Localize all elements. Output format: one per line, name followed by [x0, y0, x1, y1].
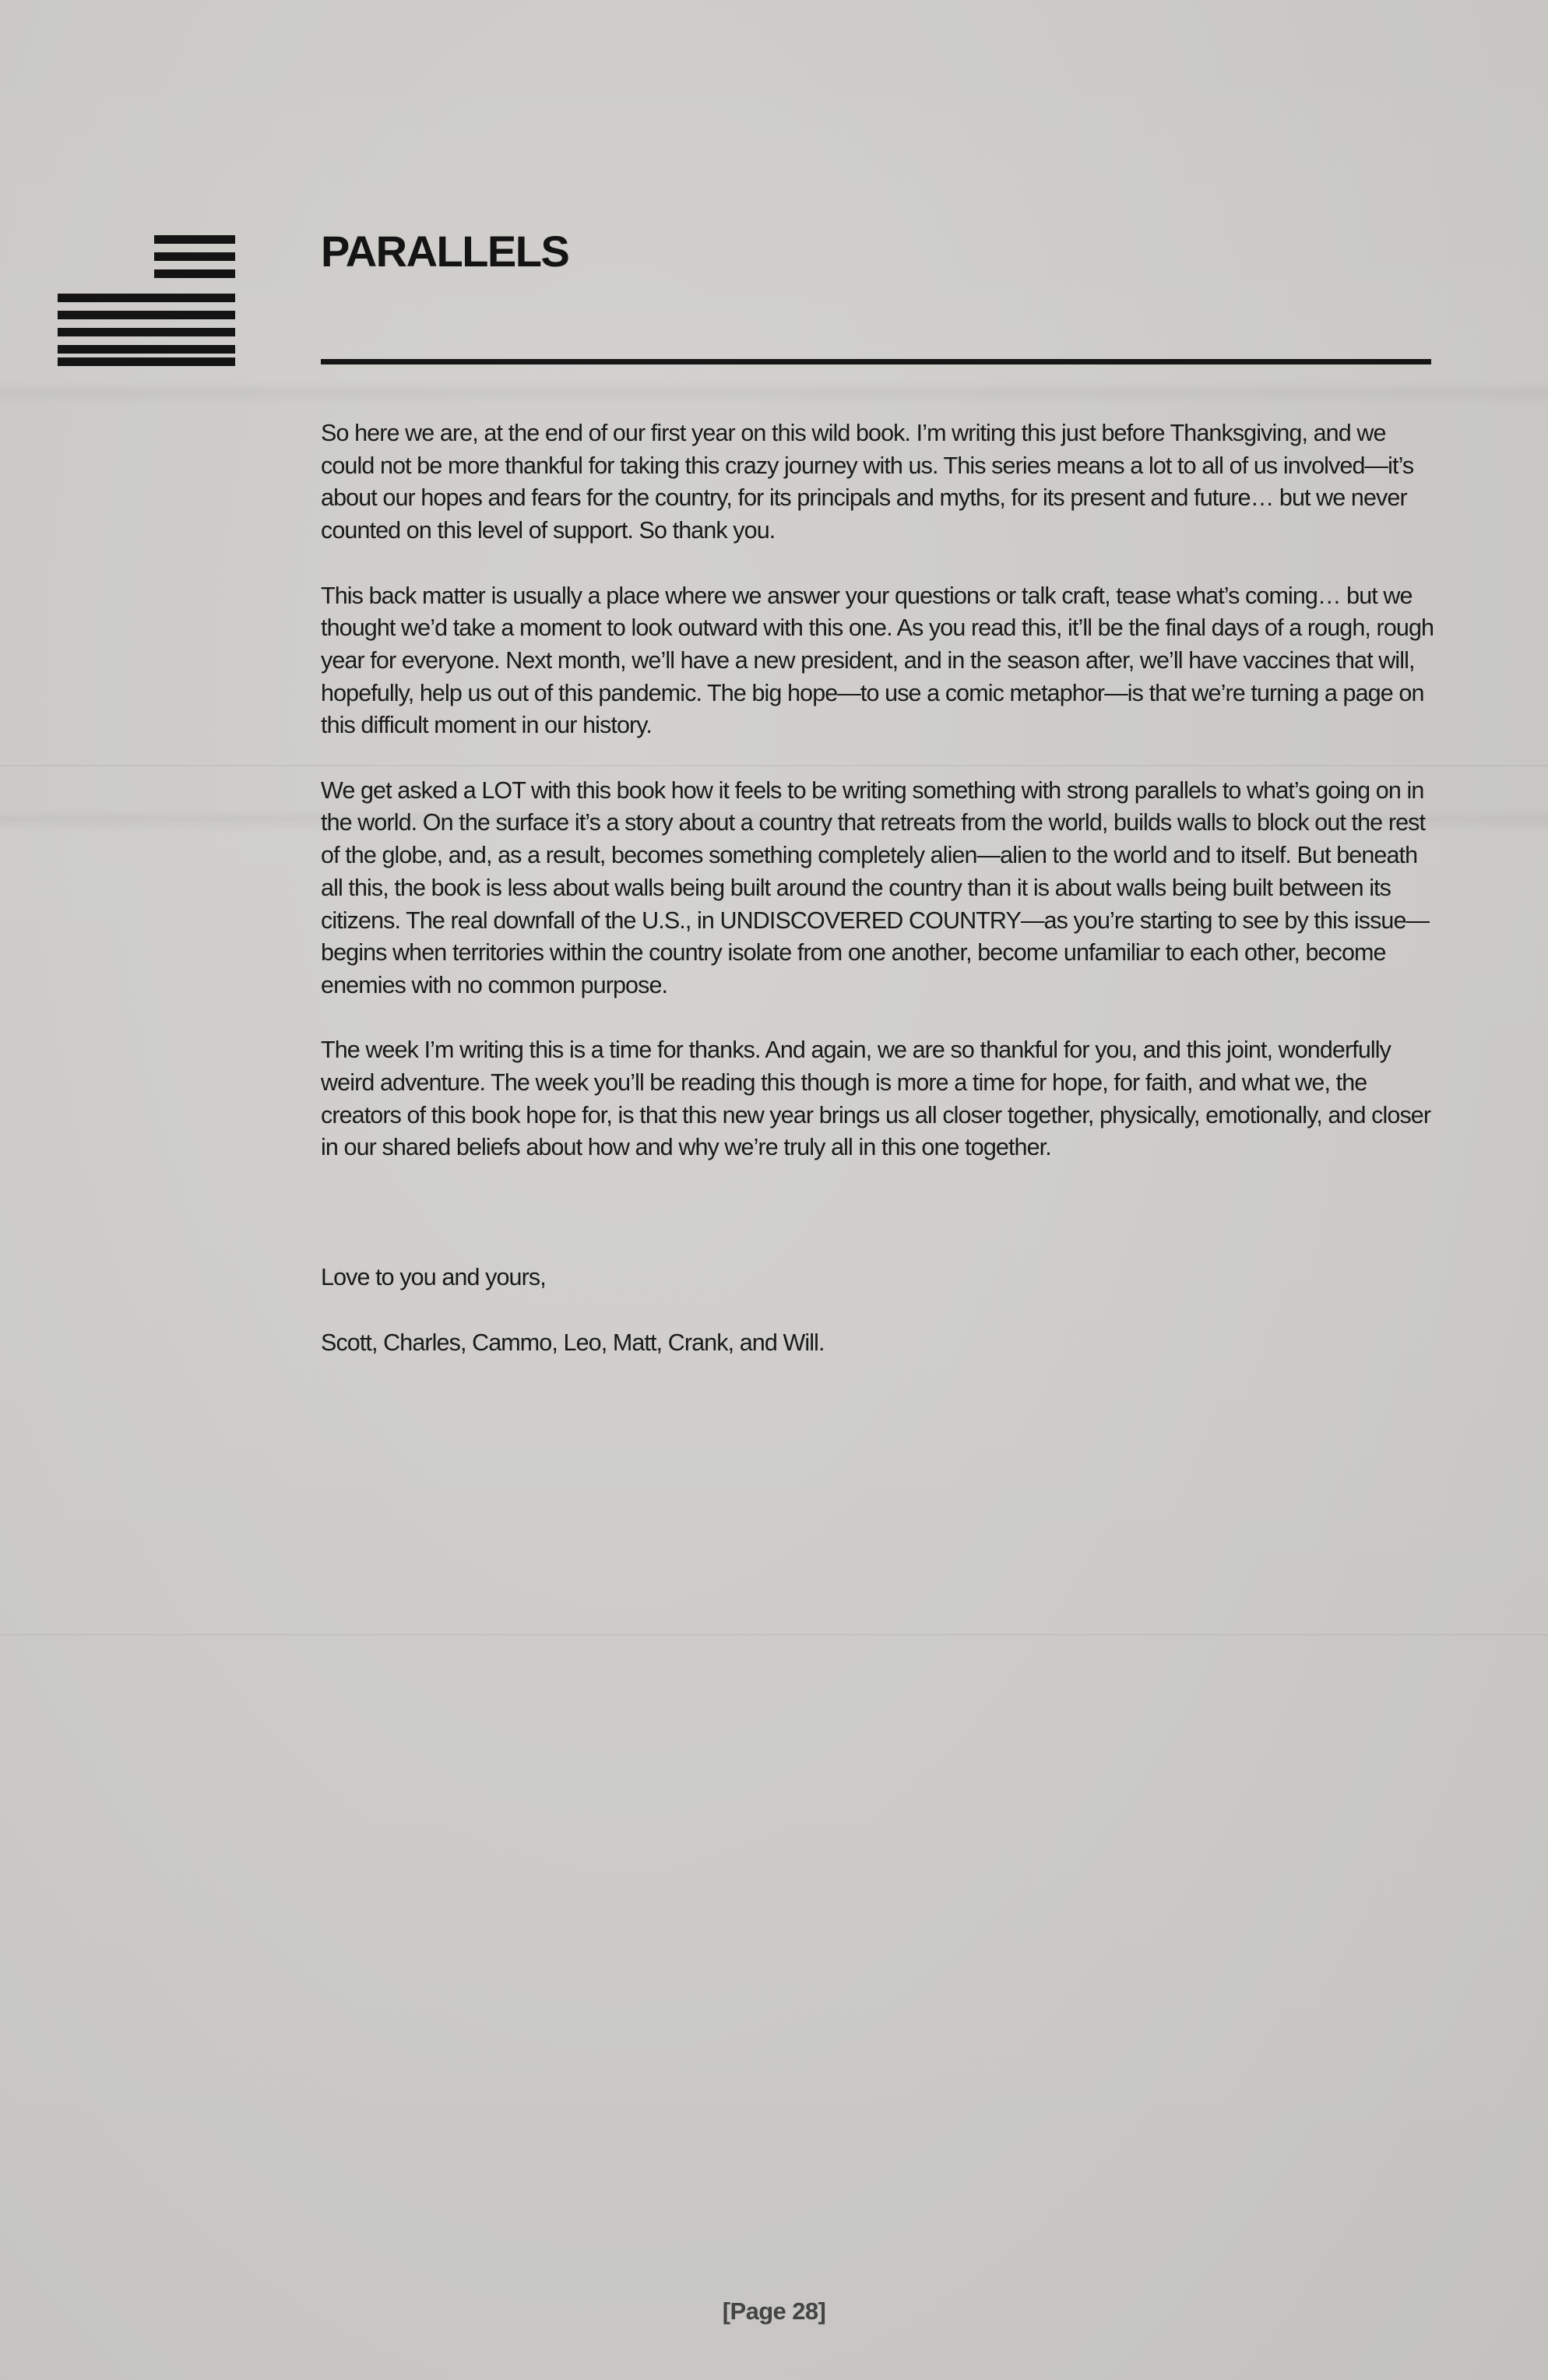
logo-stripe — [58, 357, 235, 366]
logo-stripe — [58, 328, 235, 336]
logo-stripe — [58, 294, 235, 302]
letter-body — [321, 417, 1434, 1392]
signature-line: Scott, Charles, Cammo, Leo, Matt, Crank, and Will. — [321, 1329, 825, 1356]
page-title: PARALLELS — [321, 227, 569, 276]
paper-fold-lower — [0, 1632, 1548, 1637]
logo-stripe — [154, 235, 235, 244]
paragraph-intro: So here we are, at the end of our first year on this wild book. I’m writing this just before Thanksgiving, and we could not be more thankful for taking this crazy journey with us. This series means a lot to all of us involved—it’s about our hopes and fears for the country, for its principals and myths, for its present and future… but we never counted on this level of support. So thank you. — [321, 420, 1414, 544]
logo-stripe — [154, 269, 235, 278]
closing-line: Love to you and yours, — [321, 1264, 546, 1291]
stacked-stripes-flag-icon — [58, 235, 235, 366]
title-divider — [321, 359, 1431, 364]
paragraph-thanks: The week I’m writing this is a time for thanks. And again, we are so thankful for you, and this joint, wonderfully weird adventure. The week you’ll be reading this though is more a time for hope, for faith, and what we, the creators of this book hope for, is that this new year brings us all closer together, physically, emotionally, and closer in our shared beliefs about how and why we’re truly all in this one together. — [321, 1037, 1431, 1161]
logo-stripe — [58, 311, 235, 319]
paragraph-parallels: We get asked a LOT with this book how it feels to be writing something with strong parallels to what’s going on in the world. On the surface it’s a story about a country that retreats from the world, builds walls to block out the rest of the globe, and, as a result, becomes something completely alien—alien to the world and to itself. But beneath all this, the book is less about walls being built around the country than it is about walls being built between its citizens. The real downfall of the U.S., in UNDISCOVERED COUNTRY—as you’re starting to see by this issue—begins when territories within the country isolate from one another, become unfamiliar to each other, become enemies with no common purpose. — [321, 776, 1430, 998]
paragraph-back-matter: This back matter is usually a place where we answer your questions or talk craft, tease what’s coming… but we thought we’d take a moment to look outward with this one. As you read this, it’ll be the final days of a rough, rough year for everyone. Next month, we’ll have a new president, and in the season after, we’ll have vaccines that will, hopefully, help us out of this pandemic. The big hope—to use a comic metaphor—is that we’re turning a page on this difficult moment in our history. — [321, 582, 1434, 739]
logo-stripe — [154, 252, 235, 261]
logo-stripe — [58, 345, 235, 354]
page-number: [Page 28] — [722, 2297, 826, 2325]
